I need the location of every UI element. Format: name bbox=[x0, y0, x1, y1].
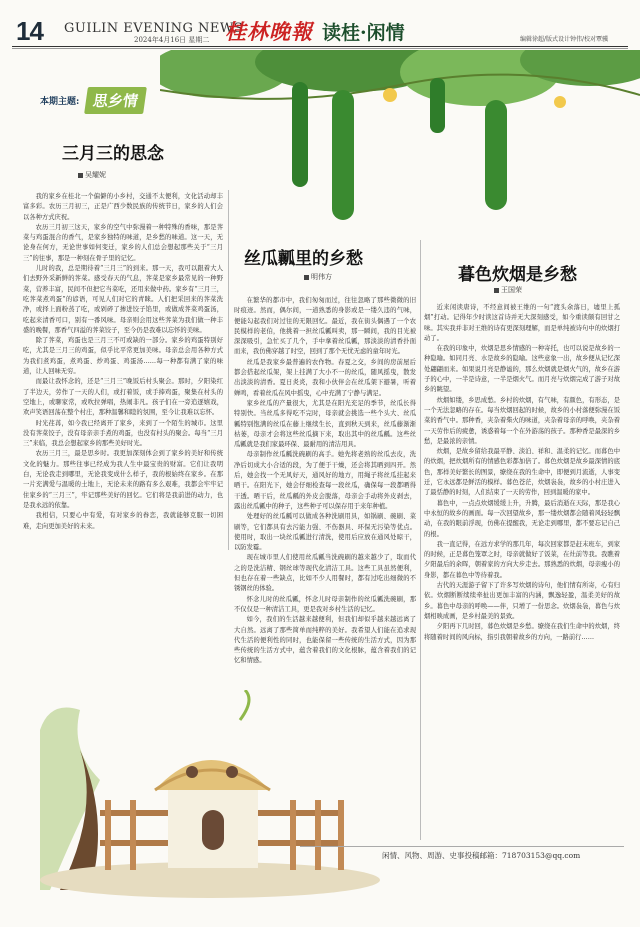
section-title: 读桂·闲情 bbox=[322, 22, 405, 44]
paragraph: 暮色中，一点点炊烟缓缓上升，升腾，最后消逝在天际，那是我心中永恒的故乡的画面。每一次回望故乡，那一缕炊烟都会随着风轻轻飘动，在我的眼前浮现，仿佛在提醒我，无论走到哪里，都不要忘记自己的根。 bbox=[424, 499, 620, 538]
issue-date bbox=[134, 35, 209, 45]
article-author bbox=[304, 272, 332, 282]
header-rule-thin bbox=[12, 48, 628, 49]
paragraph: 母亲制作丝瓜瓤洗碗刷的高手。她先将老熟的丝瓜去皮，洗净后切成大小合适的段，为了便于干燥，还会将其晒到四开。然后，她会找一个无风好天，通风好的地方，用绳子将丝瓜挂起来晒干。在阳光下，她会仔细检查每一段丝瓜，确保每一段都晒得干透。晒干后，丝瓜瓤的外皮会脱落，母亲会手动将外皮剥去，露出丝瓜瓤中的种子，这些种子可以保存用于来年种植。 bbox=[234, 451, 416, 510]
author-name: 王国荣 bbox=[501, 286, 522, 294]
paragraph: 农历三月初三这天，家乡的空气中弥漫着一种特殊的香味，那是荠菜与鸡蛋混合的香气，是家乡独特的味道，是乡愁的味道。这一天，无论身在何方，无论世事如何变迁，家乡的人们总会想起那些关于“三月三”的往事，那是一种刻在骨子里的记忆。 bbox=[23, 223, 223, 262]
paragraph: 如今，我们的生活越来越便利，但我们却似乎越来越远离了大自然。远离了那些简单而纯粹的美好。我希望人们能在追求现代生活的便利性的同时，也能保留一些传统的生活方式，因为那些传统的生活方式中，蕴含着我们的文化根脉，蕴含着我们的记忆和情感。 bbox=[234, 616, 416, 665]
paragraph: 在我的印象中，炊烟是思乡情感的一种寄托，也可以说是故乡的一种隐喻。如同月亮、水是故乡的隐喻。这些意象一出，故乡便从记忆深处翩翩而来。如果说月亮是静谧的，那么炊烟就是烟火气的，故乡在游子的心中，一半是诗意，一半是烟火气。而月亮与炊烟完成了游子对故乡的眺望。 bbox=[424, 345, 620, 394]
issue-theme bbox=[40, 87, 145, 114]
article-body bbox=[424, 303, 620, 843]
page-header bbox=[0, 0, 640, 44]
paragraph: 我相信，只要心中有爱，有对家乡的眷恋，我就能够克服一切困难，走向更加美好的未来。 bbox=[23, 512, 223, 530]
header-rule bbox=[12, 46, 628, 47]
footer-rule bbox=[300, 846, 624, 847]
column-divider bbox=[420, 240, 421, 840]
article-title: 暮色炊烟是乡愁 bbox=[458, 265, 577, 285]
paragraph: 古代的天涯游子留下了许多写炊烟的诗句，他们情有所寄，心有归依。炊烟断断续续牵扯出更加丰富的内涵，飘逸轻盈，温柔美好的故乡。暮色中母亲的呼唤——伴，只增了一份思念。炊烟袅袅，暮色与炊烟相映成画，是乡村最美的景致。 bbox=[424, 582, 620, 620]
date-text: 2024年4月16日 bbox=[134, 36, 187, 44]
submission-contact: 闲情、风物、周游、史事投稿邮箱：718703153@qq.com bbox=[382, 851, 581, 860]
paragraph: 炊烟如缕，乡思成愁。乡村的炊烟，有气味，有颜色，有形态，是一个无法忽略的存在。每当炊烟回起的时候，故乡的小村落便弥漫在饭菜的香气中。那种香，夹杂着柴火的味道，夹杂着母亲的呼唤，夹杂着一天劳作后的疲惫，诱惑着每一个在外游荡的孩子。那种香是最深的乡愁，是最浓的亲情。 bbox=[424, 396, 620, 445]
theme-label: 本期主题: bbox=[40, 97, 80, 107]
paragraph: 现在城市里人们使用丝瓜瓤当洗碗刷的越来越少了，取而代之的是洗洁精、钢丝球等现代化清洁工具。这些工具虽然便利，但也存在着一些缺点，比如不少人用餐时，都有过吃出细微的不锈钢丝的体验。 bbox=[234, 554, 416, 593]
article-author bbox=[78, 170, 106, 180]
paragraph: 处理好的丝瓜瓤可以做成各种洗刷用具，如锅刷、碗刷、菜刷等，它们都具有去污能力强、不伤器具、环保无污染等优点。使用时，取出一块丝瓜瓤进行清洗，使用后应放在通风处晾干，以防发霉。 bbox=[234, 513, 416, 552]
roof-window bbox=[226, 766, 238, 778]
paragraph: 近来闲读唐诗，不经意间被王维的一句“渡头余落日，墟里上孤烟”打动。记得年少时读这首诗并无大深刻感受，如今重读颇有回甘之味。其实我并非对王维的诗有更深刻理解，而是单纯被诗句中的炊烟打动了。 bbox=[424, 304, 620, 342]
paragraph: 夕阳再下几时回，暮色炊烟是乡愁。缭绕在我们生命中的炊烟，终将随着时间的风向标，指引我朝着故乡的方向，一路前行…… bbox=[424, 623, 620, 641]
loofah-fruit bbox=[292, 82, 308, 187]
loofah-fruit bbox=[332, 90, 354, 220]
byline-square-icon bbox=[78, 173, 83, 178]
paragraph: 农历三月三，最是思乡时。我更加深刻体会到了家乡的美好和传统文化的魅力。那些往事已经成为我人生中最宝贵的财富。它们让我明白，无论我走到哪里，无论我变成什么样子，我的根始终在家乡。在那一片充满爱与温暖的土地上，无论未来的路有多么艰难，我都会牢牢记住家乡的“三月三”，牢记那些美好的回忆。它们将是我前进的动力，也是我永远的依靠。 bbox=[23, 450, 223, 509]
article-author bbox=[494, 285, 522, 295]
author-name: 吴耀妮 bbox=[85, 171, 106, 179]
paragraph: 炊烟，是故乡留给我最平静、淡泊、祥和、温柔的记忆。而暮色中的炊烟，把炊烟所有的情感色彩都加倍了。暮色炊烟是故乡最深情的底色，那样美好繁长的图景，缭绕在我的生命中，即便到月流逝，人事变迁，它永远都是鲜活的模样。暮色苍茫，炊烟袅袅，故乡的小村庄进入了最恬静的时刻，人们结束了一天的劳作，回到温暖的家中。 bbox=[424, 448, 620, 497]
loofah-flower bbox=[554, 96, 566, 108]
editor-credits: 编辑徐超/版式设计钟伟/校对覃骥 bbox=[520, 36, 609, 43]
paragraph: 在繁华的都市中，我们匆匆而过，往往忽略了那些微微的旧时痕迹。然而，偶尔间，一道熟悉的身影或是一缕久违的气味，便能勾起我们对过往的无限回忆。最近，我在街头偶遇了一个农民模样的老伯，他挑着一担丝瓜瓤叫卖，那一瞬间，我的目光被深深吸引，急忙买了几个，手中拿着丝瓜瓤，那淡淡的清香扑面而来，我仿佛穿越了时空，回到了那个无忧无虑的童年时光。 bbox=[234, 297, 416, 356]
village-cottage-illustration bbox=[40, 690, 380, 900]
paragraph: 除了荠菜，鸡蛋也是三月三不可或缺的一部分。家乡的鸡蛋特别好吃，尤其是三月三的鸡蛋，似乎比平常更加美味。母亲总会用各种方式为我们煮鸡蛋，煮鸡蛋、炒鸡蛋、鸡蛋汤……每一种都有满了家的味道，让人回味无穷。 bbox=[23, 337, 223, 376]
paragraph: 儿时的我，总是期待着“三月三”的到来。那一天，我可以跟着大人们去野外采新鲜的荠菜。感受春天的气息，荠菜是家乡最常见的一种野菜，营养丰富，民间不但把它当菜吃，还用来做中药。家乡有“三月三，吃荠菜煮鸡蛋”的谚语，可见人们对它的青睐。人们把采回来的荠菜洗净，或择上面粉蒸了吃，或剁碎了掺进饺子馅里，或做成荠菜鸡蛋汤，吃起来清香可口，别有一番风味。母亲则会用这些荠菜为我们做一种丰盛的晚餐，那香气四溢的荠菜饺子，至今仍是我难以忘怀的美味。 bbox=[23, 265, 223, 334]
byline-square-icon bbox=[304, 275, 309, 280]
cottage-roof bbox=[155, 760, 270, 790]
page-number: 14 bbox=[16, 16, 43, 46]
paragraph: 怀念儿时的丝瓜瓤，怀念儿时母亲制作的丝瓜瓤洗碗刷，那不仅仅是一种清洁工具，更是我对乡村生活的记忆。 bbox=[234, 595, 416, 613]
cottage-door bbox=[202, 810, 224, 850]
theme-badge: 思乡情 bbox=[85, 87, 148, 114]
paragraph: 家乡丝瓜的产量很大，尤其是在阳光充足的季节，丝瓜长得特别快。当丝瓜多得吃不完时，母亲就会挑选一些个头大、丝瓜瓤特别饱满的丝瓜在藤上继续生长，直到秋天到来，丝瓜藤渐渐枯萎，母亲才会将这些丝瓜摘下来，取出其中的丝瓜瓤。这些丝瓜瓤就是我们家最环保、最耐用的清洁用具。 bbox=[234, 399, 416, 449]
column-divider bbox=[228, 190, 229, 550]
byline-square-icon bbox=[494, 288, 499, 293]
article-body bbox=[23, 192, 223, 538]
paragraph: 丝瓜是我家乡最普遍的农作物。春夏之交，乡间的房前屋后都会搭起丝瓜架，架上挂满了大小不一的丝瓜，随风摇曳，散发出淡淡的清香。夏日炎炎，我和小伙伴会在丝瓜架下避暑，听着蝉鸣，看着丝瓜在风中摇曳，心中充满了宁静与满足。 bbox=[234, 358, 416, 397]
roof-window bbox=[186, 766, 198, 778]
paper-logo: 桂林晚報 bbox=[225, 19, 313, 44]
loofah-flower bbox=[383, 88, 397, 102]
loofah-fruit bbox=[430, 78, 445, 133]
paragraph: 我一直记得，在远方求学的那几年，每次回家都是赶末班车，到家的时候，正是暮色笼罩之时，母亲就做好了饭菜，在灶前等我。我瞧着夕阳最后的余晖，朝着家的方向大步走去。那熟悉的炊烟，母亲瘦小的身影，都在暮色中等待着我。 bbox=[424, 540, 620, 579]
paragraph: 时光荏苒，如今我已经离开了家乡，来到了一个陌生的城市。这里没有荠菜饺子，没有母亲亲手煮的鸡蛋，也没有村头的聚会。每当“三月三”来临，我总会想起家乡的那些美好时光。 bbox=[23, 419, 223, 448]
paragraph: 我的家乡在桂北一个偏僻的小乡村，交通不太便利，文化活动却丰富多彩。农历三月初三，正是广西少数民族的传统节日，家乡的人们会以各种方式庆祝。 bbox=[23, 193, 223, 221]
loofah-fruit bbox=[485, 100, 507, 210]
sprout bbox=[240, 690, 249, 720]
author-name: 明伟方 bbox=[311, 273, 332, 281]
loofah-vine-illustration bbox=[160, 50, 640, 220]
weekday-text: 星期二 bbox=[188, 36, 210, 44]
article-title: 三月三的思念 bbox=[62, 144, 164, 164]
article-title: 丝瓜瓤里的乡愁 bbox=[244, 249, 363, 269]
paper-name-en: GUILIN EVENING NEWS bbox=[64, 21, 244, 36]
paragraph: 而最让我怀念的，还是“三月三”晚饭后村头聚会。那时，夕阳染红了半边天，劳作了一天的人们，或打着饭，或手捧鸡蛋，聚集在村头的空地上，或聊家常，或吹拉弹唱，热闹非凡。孩子们在一旁追逐嬉戏，欢声笑语回荡在整个村庄，那种温馨和睦的氛围，至今让我难以忘怀。 bbox=[23, 378, 223, 417]
